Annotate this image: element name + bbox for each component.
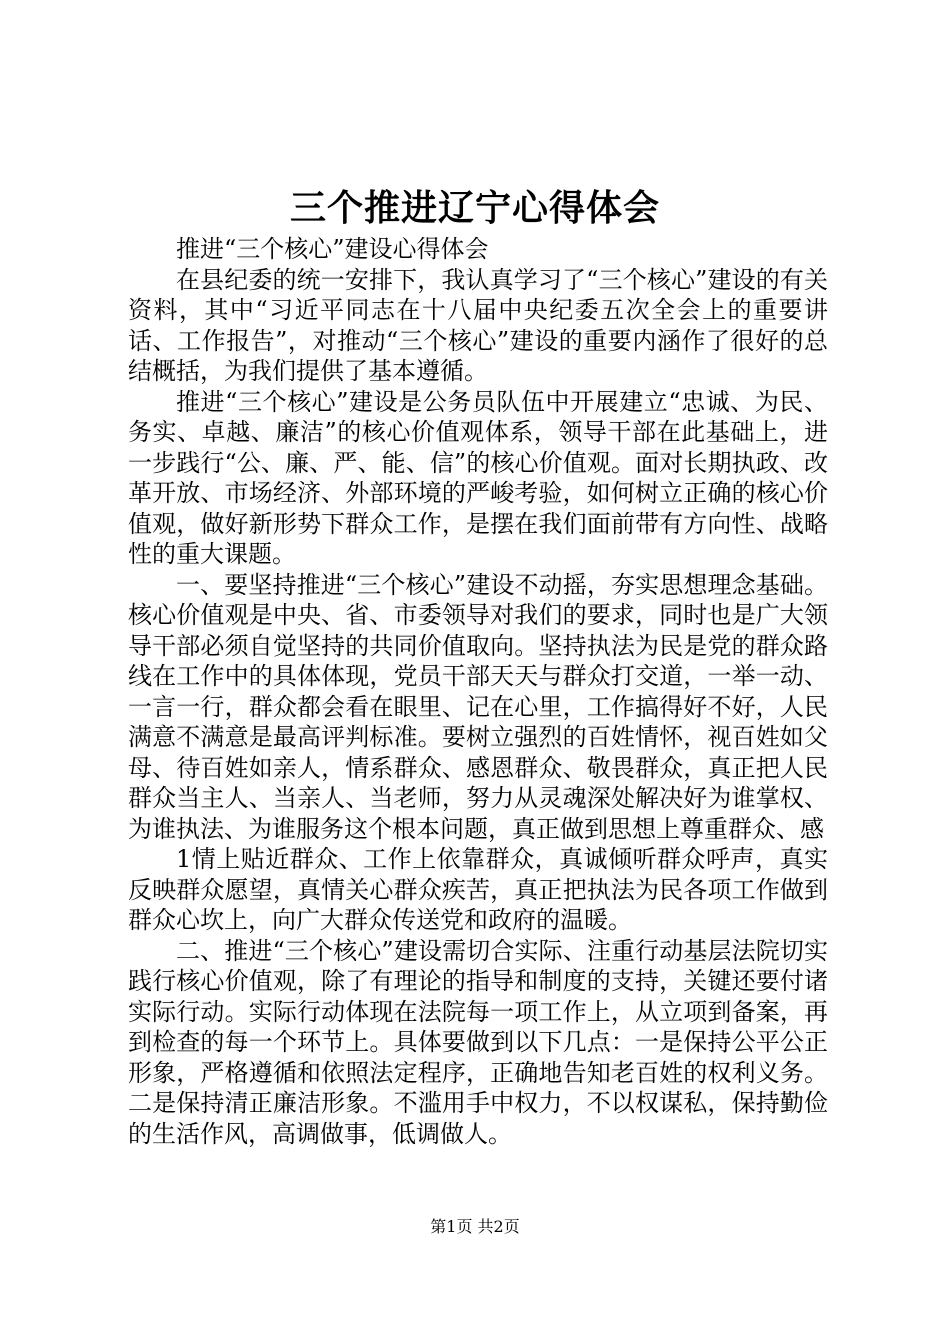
paragraph: 一、要坚持推进“三个核心”建设不动摇，夯实思想理念基础。核心价值观是中央、省、市委领导对我们的要求，同时也是广大领导干部必须自觉坚持的共同价值取向。坚持执法为民是党的群众路线在工作中的具体体现，党员干部天天与群众打交道，一举一动、一言一行，群众都会看在眼里、记在心里，工作搞得好不好，人民满意不满意是最高评判标准。要树立强烈的百姓情怀，视百姓如父母、待百姓如亲人，情系群众、感恩群众、敬畏群众，真正把人民群众当主人、当亲人、当老师，努力从灵魂深处解决好为谁掌权、为谁执法、为谁服务这个根本问题，真正做到思想上尊重群众、感 [128,570,828,843]
paragraph: 推进“三个核心”建设是公务员队伍中开展建立“忠诚、为民、务实、卓越、廉洁”的核心价值观体系，领导干部在此基础上，进一步践行“公、廉、严、能、信”的核心价值观。面对长期执政、改革开放、市场经济、外部环境的严峻考验，如何树立正确的核心价值观，做好新形势下群众工作，是摆在我们面前带有方向性、战略性的重大课题。 [128,387,828,568]
document-title: 三个推进辽宁心得体会 [289,187,660,229]
paragraph: 1情上贴近群众、工作上依靠群众，真诚倾听群众呼声，真实反映群众愿望，真情关心群众疾苦，真正把执法为民各项工作做到群众心坎上，向广大群众传送党和政府的温暖。 [128,845,828,934]
paragraph: 在县纪委的统一安排下，我认真学习了“三个核心”建设的有关资料，其中“习近平同志在十八届中央纪委五次全会上的重要讲话、工作报告”，对推动“三个核心”建设的重要内涵作了很好的总结概括，为我们提供了基本遵循。 [128,265,828,385]
page-number-footer: 第1页 共2页 [430,1217,520,1236]
subtitle-paragraph: 推进“三个核心”建设心得体会 [176,235,489,263]
document-body [128,234,828,1149]
paragraph: 二、推进“三个核心”建设需切合实际、注重行动基层法院切实践行核心价值观，除了有理论的指导和制度的支持，关键还要付诸实际行动。实际行动体现在法院每一项工作上，从立项到备案，再到检查的每一个环节上。具体要做到以下几点：一是保持公平公正形象，严格遵循和依照法定程序，正确地告知老百姓的权利义务。二是保持清正廉洁形象。不滥用手中权力，不以权谋私，保持勤俭的生活作风，高调做事，低调做人。 [128,936,828,1148]
